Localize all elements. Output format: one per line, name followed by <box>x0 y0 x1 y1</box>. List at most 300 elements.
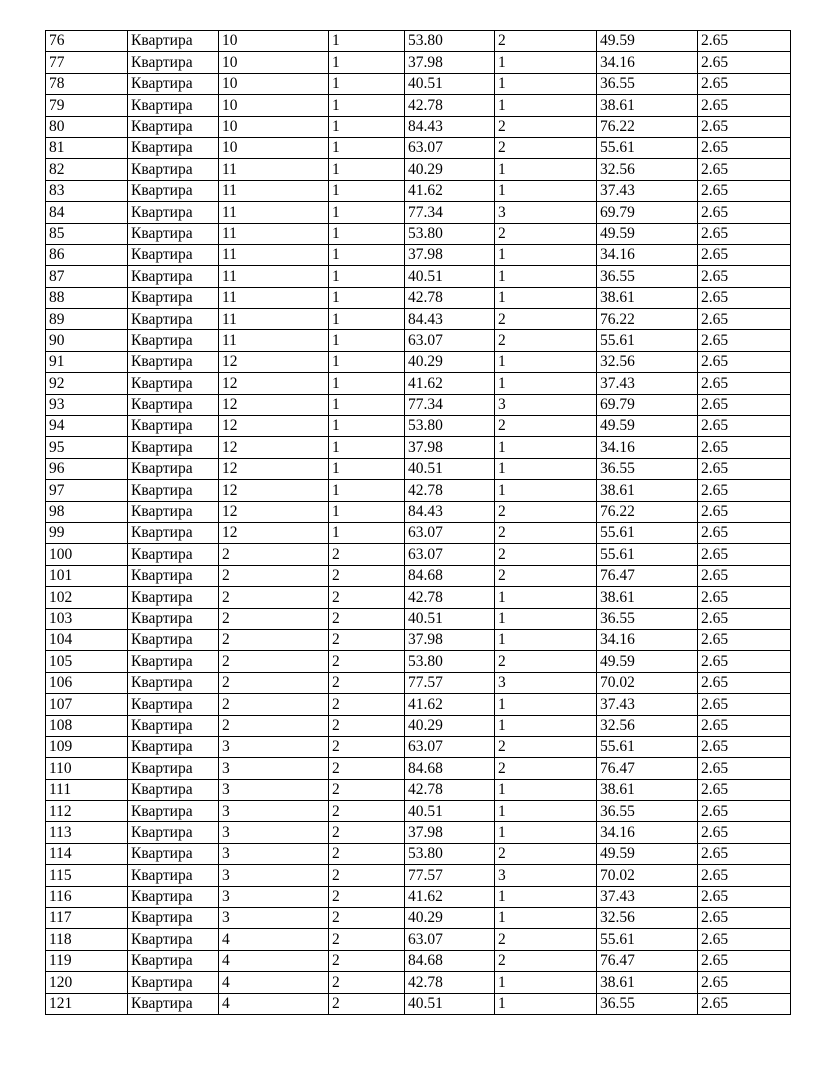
cell-ceiling_height: 2.65 <box>698 137 791 158</box>
cell-rooms: 2 <box>495 501 597 522</box>
cell-rooms: 1 <box>495 52 597 73</box>
cell-rooms: 1 <box>495 244 597 265</box>
cell-type: Квартира <box>128 694 219 715</box>
cell-total_area: 84.68 <box>405 758 495 779</box>
cell-type: Квартира <box>128 929 219 950</box>
cell-rooms: 2 <box>495 309 597 330</box>
cell-section: 2 <box>329 544 405 565</box>
cell-number: 102 <box>46 587 128 608</box>
cell-floor: 10 <box>219 31 329 52</box>
cell-living_area: 38.61 <box>597 587 698 608</box>
cell-type: Квартира <box>128 137 219 158</box>
table-row <box>46 159 791 180</box>
cell-number: 112 <box>46 801 128 822</box>
table-row <box>46 929 791 950</box>
cell-section: 1 <box>329 309 405 330</box>
cell-section: 2 <box>329 565 405 586</box>
cell-number: 111 <box>46 779 128 800</box>
cell-total_area: 40.29 <box>405 159 495 180</box>
cell-section: 1 <box>329 458 405 479</box>
cell-section: 2 <box>329 843 405 864</box>
cell-ceiling_height: 2.65 <box>698 801 791 822</box>
cell-total_area: 41.62 <box>405 373 495 394</box>
cell-rooms: 1 <box>495 266 597 287</box>
table-row <box>46 501 791 522</box>
cell-living_area: 32.56 <box>597 715 698 736</box>
cell-number: 120 <box>46 972 128 993</box>
cell-floor: 12 <box>219 480 329 501</box>
cell-section: 2 <box>329 587 405 608</box>
cell-section: 2 <box>329 865 405 886</box>
cell-total_area: 84.43 <box>405 501 495 522</box>
cell-type: Квартира <box>128 565 219 586</box>
cell-total_area: 77.57 <box>405 865 495 886</box>
cell-rooms: 2 <box>495 736 597 757</box>
cell-ceiling_height: 2.65 <box>698 244 791 265</box>
cell-living_area: 49.59 <box>597 31 698 52</box>
cell-total_area: 63.07 <box>405 330 495 351</box>
cell-type: Квартира <box>128 116 219 137</box>
cell-living_area: 37.43 <box>597 373 698 394</box>
cell-section: 1 <box>329 180 405 201</box>
cell-section: 2 <box>329 651 405 672</box>
table-row <box>46 116 791 137</box>
cell-number: 110 <box>46 758 128 779</box>
cell-section: 2 <box>329 929 405 950</box>
cell-rooms: 1 <box>495 351 597 372</box>
cell-number: 95 <box>46 437 128 458</box>
cell-type: Квартира <box>128 972 219 993</box>
cell-floor: 12 <box>219 437 329 458</box>
cell-ceiling_height: 2.65 <box>698 736 791 757</box>
cell-rooms: 1 <box>495 587 597 608</box>
cell-ceiling_height: 2.65 <box>698 672 791 693</box>
table-row <box>46 587 791 608</box>
cell-rooms: 1 <box>495 972 597 993</box>
cell-living_area: 76.22 <box>597 501 698 522</box>
cell-type: Квартира <box>128 180 219 201</box>
cell-number: 90 <box>46 330 128 351</box>
cell-section: 1 <box>329 137 405 158</box>
cell-number: 91 <box>46 351 128 372</box>
table-row <box>46 287 791 308</box>
cell-rooms: 2 <box>495 31 597 52</box>
cell-type: Квартира <box>128 544 219 565</box>
cell-floor: 3 <box>219 822 329 843</box>
cell-number: 89 <box>46 309 128 330</box>
cell-rooms: 2 <box>495 651 597 672</box>
cell-type: Квартира <box>128 266 219 287</box>
table-row <box>46 351 791 372</box>
cell-number: 121 <box>46 993 128 1014</box>
cell-floor: 12 <box>219 416 329 437</box>
cell-living_area: 49.59 <box>597 843 698 864</box>
cell-floor: 10 <box>219 137 329 158</box>
cell-total_area: 63.07 <box>405 929 495 950</box>
cell-ceiling_height: 2.65 <box>698 394 791 415</box>
table-row <box>46 52 791 73</box>
cell-rooms: 1 <box>495 822 597 843</box>
cell-section: 2 <box>329 608 405 629</box>
cell-total_area: 40.51 <box>405 73 495 94</box>
cell-floor: 4 <box>219 972 329 993</box>
cell-living_area: 76.47 <box>597 758 698 779</box>
cell-type: Квартира <box>128 651 219 672</box>
cell-floor: 3 <box>219 801 329 822</box>
cell-living_area: 55.61 <box>597 929 698 950</box>
cell-ceiling_height: 2.65 <box>698 694 791 715</box>
cell-type: Квартира <box>128 993 219 1014</box>
cell-type: Квартира <box>128 351 219 372</box>
cell-type: Квартира <box>128 608 219 629</box>
table-row <box>46 202 791 223</box>
cell-section: 1 <box>329 52 405 73</box>
cell-type: Квартира <box>128 522 219 543</box>
cell-total_area: 42.78 <box>405 972 495 993</box>
cell-ceiling_height: 2.65 <box>698 865 791 886</box>
cell-type: Квартира <box>128 31 219 52</box>
cell-ceiling_height: 2.65 <box>698 587 791 608</box>
cell-type: Квартира <box>128 373 219 394</box>
cell-type: Квартира <box>128 458 219 479</box>
table-row <box>46 715 791 736</box>
cell-total_area: 40.51 <box>405 266 495 287</box>
cell-ceiling_height: 2.65 <box>698 95 791 116</box>
table-row <box>46 801 791 822</box>
cell-type: Квартира <box>128 715 219 736</box>
cell-ceiling_height: 2.65 <box>698 629 791 650</box>
cell-ceiling_height: 2.65 <box>698 73 791 94</box>
cell-type: Квартира <box>128 501 219 522</box>
cell-rooms: 1 <box>495 287 597 308</box>
cell-living_area: 76.47 <box>597 565 698 586</box>
cell-total_area: 37.98 <box>405 244 495 265</box>
cell-section: 1 <box>329 522 405 543</box>
cell-rooms: 2 <box>495 416 597 437</box>
cell-floor: 11 <box>219 266 329 287</box>
cell-section: 1 <box>329 480 405 501</box>
cell-rooms: 1 <box>495 73 597 94</box>
cell-living_area: 34.16 <box>597 244 698 265</box>
cell-type: Квартира <box>128 843 219 864</box>
cell-living_area: 37.43 <box>597 180 698 201</box>
cell-living_area: 37.43 <box>597 886 698 907</box>
cell-number: 106 <box>46 672 128 693</box>
cell-total_area: 53.80 <box>405 843 495 864</box>
table-row <box>46 993 791 1014</box>
cell-section: 2 <box>329 758 405 779</box>
cell-living_area: 36.55 <box>597 458 698 479</box>
cell-type: Квартира <box>128 801 219 822</box>
cell-floor: 2 <box>219 715 329 736</box>
cell-type: Квартира <box>128 95 219 116</box>
cell-floor: 2 <box>219 565 329 586</box>
table-row <box>46 694 791 715</box>
cell-ceiling_height: 2.65 <box>698 416 791 437</box>
cell-ceiling_height: 2.65 <box>698 223 791 244</box>
cell-type: Квартира <box>128 587 219 608</box>
cell-floor: 4 <box>219 950 329 971</box>
cell-living_area: 36.55 <box>597 608 698 629</box>
cell-section: 1 <box>329 287 405 308</box>
cell-section: 1 <box>329 501 405 522</box>
cell-rooms: 2 <box>495 758 597 779</box>
cell-section: 2 <box>329 736 405 757</box>
cell-type: Квартира <box>128 629 219 650</box>
cell-total_area: 37.98 <box>405 629 495 650</box>
cell-number: 80 <box>46 116 128 137</box>
cell-floor: 11 <box>219 202 329 223</box>
cell-type: Квартира <box>128 202 219 223</box>
cell-total_area: 63.07 <box>405 736 495 757</box>
cell-total_area: 37.98 <box>405 437 495 458</box>
cell-number: 76 <box>46 31 128 52</box>
cell-ceiling_height: 2.65 <box>698 202 791 223</box>
cell-section: 2 <box>329 672 405 693</box>
cell-number: 108 <box>46 715 128 736</box>
cell-living_area: 76.47 <box>597 950 698 971</box>
cell-number: 97 <box>46 480 128 501</box>
cell-floor: 10 <box>219 116 329 137</box>
cell-floor: 4 <box>219 929 329 950</box>
cell-rooms: 3 <box>495 672 597 693</box>
cell-total_area: 63.07 <box>405 544 495 565</box>
cell-section: 2 <box>329 972 405 993</box>
cell-floor: 11 <box>219 159 329 180</box>
cell-rooms: 1 <box>495 993 597 1014</box>
cell-number: 119 <box>46 950 128 971</box>
cell-floor: 12 <box>219 501 329 522</box>
cell-living_area: 55.61 <box>597 522 698 543</box>
cell-number: 98 <box>46 501 128 522</box>
apartments-table-body <box>46 31 791 1015</box>
cell-total_area: 40.29 <box>405 908 495 929</box>
cell-living_area: 76.22 <box>597 116 698 137</box>
cell-number: 82 <box>46 159 128 180</box>
cell-section: 1 <box>329 244 405 265</box>
cell-total_area: 63.07 <box>405 522 495 543</box>
cell-ceiling_height: 2.65 <box>698 458 791 479</box>
cell-section: 1 <box>329 95 405 116</box>
cell-type: Квартира <box>128 779 219 800</box>
cell-type: Квартира <box>128 886 219 907</box>
cell-section: 2 <box>329 886 405 907</box>
cell-type: Квартира <box>128 950 219 971</box>
cell-ceiling_height: 2.65 <box>698 309 791 330</box>
cell-floor: 11 <box>219 287 329 308</box>
cell-ceiling_height: 2.65 <box>698 437 791 458</box>
cell-living_area: 34.16 <box>597 822 698 843</box>
cell-number: 101 <box>46 565 128 586</box>
table-row <box>46 822 791 843</box>
cell-total_area: 42.78 <box>405 779 495 800</box>
cell-living_area: 38.61 <box>597 779 698 800</box>
cell-total_area: 37.98 <box>405 52 495 73</box>
cell-floor: 3 <box>219 908 329 929</box>
cell-rooms: 1 <box>495 180 597 201</box>
cell-ceiling_height: 2.65 <box>698 886 791 907</box>
cell-floor: 11 <box>219 309 329 330</box>
cell-number: 103 <box>46 608 128 629</box>
cell-ceiling_height: 2.65 <box>698 31 791 52</box>
cell-section: 1 <box>329 159 405 180</box>
cell-living_area: 69.79 <box>597 394 698 415</box>
cell-number: 99 <box>46 522 128 543</box>
cell-section: 1 <box>329 330 405 351</box>
cell-floor: 2 <box>219 629 329 650</box>
cell-total_area: 42.78 <box>405 480 495 501</box>
cell-section: 2 <box>329 629 405 650</box>
table-row <box>46 758 791 779</box>
cell-type: Квартира <box>128 73 219 94</box>
cell-ceiling_height: 2.65 <box>698 52 791 73</box>
cell-total_area: 53.80 <box>405 651 495 672</box>
cell-ceiling_height: 2.65 <box>698 330 791 351</box>
cell-living_area: 49.59 <box>597 416 698 437</box>
cell-ceiling_height: 2.65 <box>698 843 791 864</box>
cell-floor: 10 <box>219 52 329 73</box>
cell-ceiling_height: 2.65 <box>698 950 791 971</box>
cell-section: 2 <box>329 694 405 715</box>
cell-floor: 2 <box>219 694 329 715</box>
cell-ceiling_height: 2.65 <box>698 351 791 372</box>
cell-type: Квартира <box>128 52 219 73</box>
cell-ceiling_height: 2.65 <box>698 758 791 779</box>
cell-number: 117 <box>46 908 128 929</box>
cell-living_area: 34.16 <box>597 629 698 650</box>
table-row <box>46 31 791 52</box>
table-row <box>46 672 791 693</box>
cell-type: Квартира <box>128 480 219 501</box>
cell-floor: 10 <box>219 73 329 94</box>
cell-total_area: 40.51 <box>405 801 495 822</box>
table-row <box>46 458 791 479</box>
cell-floor: 12 <box>219 522 329 543</box>
cell-rooms: 1 <box>495 715 597 736</box>
cell-rooms: 1 <box>495 159 597 180</box>
cell-rooms: 2 <box>495 137 597 158</box>
cell-ceiling_height: 2.65 <box>698 287 791 308</box>
table-row <box>46 437 791 458</box>
cell-floor: 12 <box>219 351 329 372</box>
cell-living_area: 32.56 <box>597 351 698 372</box>
cell-type: Квартира <box>128 908 219 929</box>
cell-number: 79 <box>46 95 128 116</box>
cell-total_area: 53.80 <box>405 416 495 437</box>
cell-ceiling_height: 2.65 <box>698 972 791 993</box>
cell-floor: 2 <box>219 608 329 629</box>
cell-ceiling_height: 2.65 <box>698 544 791 565</box>
cell-floor: 10 <box>219 95 329 116</box>
cell-rooms: 1 <box>495 886 597 907</box>
cell-total_area: 41.62 <box>405 180 495 201</box>
cell-number: 92 <box>46 373 128 394</box>
cell-number: 86 <box>46 244 128 265</box>
cell-number: 116 <box>46 886 128 907</box>
cell-ceiling_height: 2.65 <box>698 565 791 586</box>
cell-rooms: 2 <box>495 565 597 586</box>
table-row <box>46 73 791 94</box>
cell-floor: 12 <box>219 373 329 394</box>
table-row <box>46 908 791 929</box>
cell-floor: 12 <box>219 394 329 415</box>
table-row <box>46 779 791 800</box>
cell-type: Квартира <box>128 394 219 415</box>
cell-living_area: 49.59 <box>597 223 698 244</box>
cell-number: 118 <box>46 929 128 950</box>
cell-floor: 11 <box>219 244 329 265</box>
cell-living_area: 38.61 <box>597 95 698 116</box>
cell-rooms: 1 <box>495 801 597 822</box>
cell-type: Квартира <box>128 758 219 779</box>
cell-living_area: 32.56 <box>597 159 698 180</box>
cell-total_area: 41.62 <box>405 886 495 907</box>
cell-type: Квартира <box>128 330 219 351</box>
cell-rooms: 1 <box>495 95 597 116</box>
cell-type: Квартира <box>128 159 219 180</box>
cell-floor: 3 <box>219 843 329 864</box>
cell-type: Квартира <box>128 736 219 757</box>
cell-ceiling_height: 2.65 <box>698 480 791 501</box>
cell-rooms: 1 <box>495 629 597 650</box>
table-row <box>46 608 791 629</box>
cell-number: 113 <box>46 822 128 843</box>
cell-living_area: 76.22 <box>597 309 698 330</box>
cell-ceiling_height: 2.65 <box>698 608 791 629</box>
cell-number: 81 <box>46 137 128 158</box>
cell-number: 105 <box>46 651 128 672</box>
cell-number: 104 <box>46 629 128 650</box>
cell-total_area: 53.80 <box>405 31 495 52</box>
cell-total_area: 63.07 <box>405 137 495 158</box>
cell-rooms: 2 <box>495 116 597 137</box>
table-row <box>46 886 791 907</box>
cell-total_area: 42.78 <box>405 287 495 308</box>
cell-living_area: 55.61 <box>597 544 698 565</box>
cell-rooms: 2 <box>495 522 597 543</box>
cell-section: 1 <box>329 73 405 94</box>
cell-number: 87 <box>46 266 128 287</box>
cell-rooms: 1 <box>495 480 597 501</box>
table-row <box>46 373 791 394</box>
cell-living_area: 38.61 <box>597 480 698 501</box>
cell-rooms: 1 <box>495 908 597 929</box>
cell-floor: 2 <box>219 651 329 672</box>
cell-number: 78 <box>46 73 128 94</box>
cell-type: Квартира <box>128 223 219 244</box>
table-row <box>46 137 791 158</box>
table-row <box>46 266 791 287</box>
cell-ceiling_height: 2.65 <box>698 180 791 201</box>
cell-number: 94 <box>46 416 128 437</box>
cell-section: 1 <box>329 31 405 52</box>
cell-living_area: 69.79 <box>597 202 698 223</box>
table-row <box>46 651 791 672</box>
cell-living_area: 55.61 <box>597 137 698 158</box>
cell-rooms: 1 <box>495 373 597 394</box>
cell-living_area: 32.56 <box>597 908 698 929</box>
cell-number: 88 <box>46 287 128 308</box>
cell-number: 114 <box>46 843 128 864</box>
cell-floor: 3 <box>219 758 329 779</box>
cell-rooms: 3 <box>495 202 597 223</box>
cell-rooms: 1 <box>495 458 597 479</box>
cell-living_area: 55.61 <box>597 736 698 757</box>
cell-floor: 2 <box>219 544 329 565</box>
table-row <box>46 565 791 586</box>
cell-ceiling_height: 2.65 <box>698 651 791 672</box>
cell-number: 84 <box>46 202 128 223</box>
